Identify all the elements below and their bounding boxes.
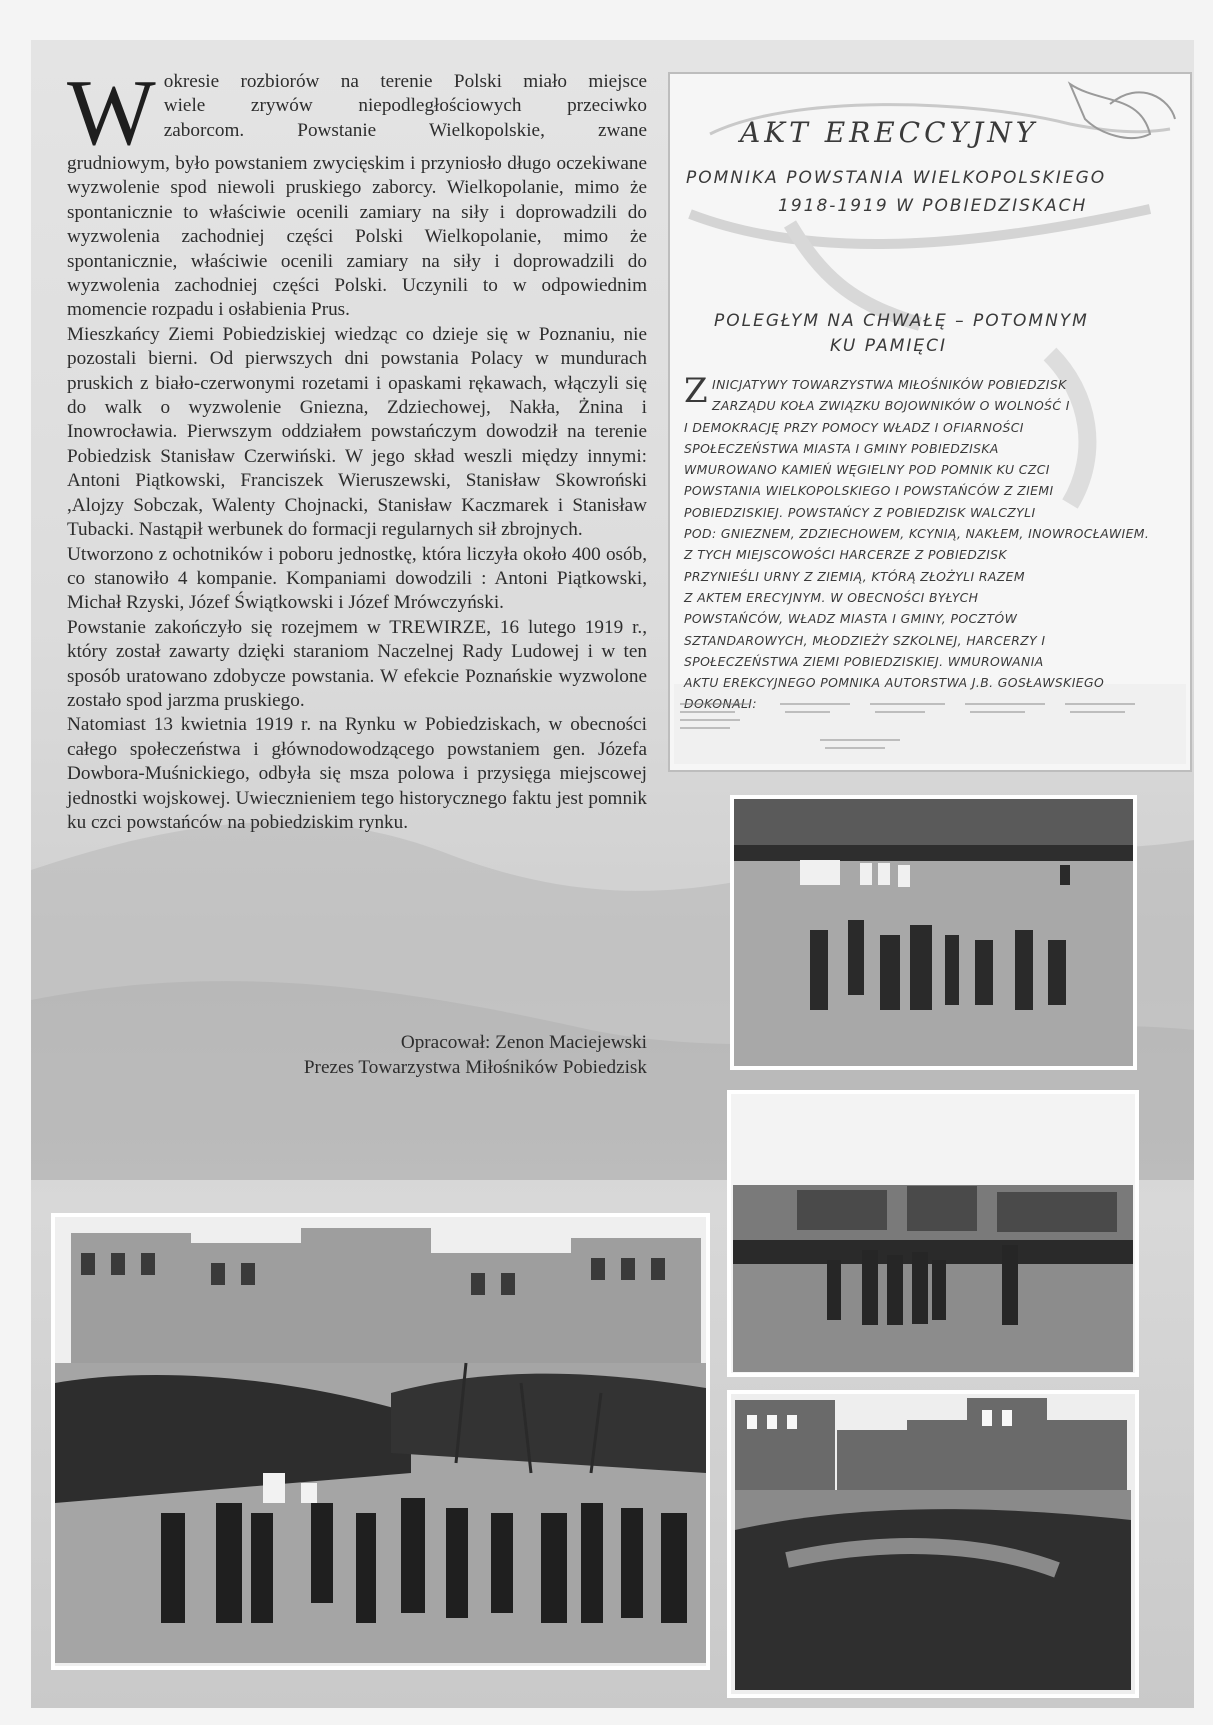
act-line: POD: GNIEZNEM, ZDZIECHOWEM, KCYNIĄ, NAKŁEM, INOWROCŁAWIEM. [684,526,1150,542]
photo-market-square [727,1090,1139,1377]
signature-role: Prezes Towarzystwa Miłośników Pobiedzisk [303,1057,647,1078]
ceremony-image [51,1213,710,1670]
article-text [67,61,647,835]
act-body [684,371,1184,715]
photo-field-mass [730,795,1137,1070]
intro-line-3: zaborcom. Powstanie Wielkopolskie, zwane [163,119,647,141]
act-line: ZARZĄDU KOŁA ZWIĄZKU BOJOWNIKÓW O WOLNOŚĆ I [712,398,1070,414]
act-body-initial: Z [684,371,709,411]
act-line: AKTU EREKCYJNEGO POMNIKA AUTORSTWA J.B. GOSŁAWSKIEGO [684,675,1105,691]
act-subtitle-2: 1918-1919 W POBIEDZISKACH [778,196,1088,216]
paragraph-1: grudniowym, było powstaniem zwycięskim i przyniosło długo oczekiwane wyzwolenie spod niewoli pruskiego zaborcy. Wielkopolanie, mimo że spontanicznie to właściwie ocenili zamiary na siły i doprowadzili do wyzwolenia zachodniej części Polski Wielkopolanie, mimo że spontanicznie, właściwie ocenili zamiary na siły i doprowadzili do wyzwolenia zachodniej części Polski. Uczynili to w odpowiednim momencie rozpadu i osłabienia Prus. [67,153,647,321]
act-line: POWSTAŃCÓW, WŁADZ MIASTA I GMINY, POCZTÓW [684,611,1018,627]
paragraph-2: Mieszkańcy Ziemi Pobiedziskiej wiedząc co dzieje się w Poznaniu, nie pozostali bierni. Od pierwszych dni powstania Polacy w mundurach pruskich z biało-czerwonymi rozetami i opaskami rękawach, włączyli się do walk o wyzwolenie Gniezna, Zdziechowej, Nakła, Żnina i Inowrocławia. Pierwszym oddziałem powstańczym dowodził na terenie Pobiedzisk Stanisław Czerwiński. W jego skład weszli między innymi: Antoni Piątkowski, Franciszek Wieruszewski, Stanisław Skowroński ,Alojzy Sobczak, Walenty Chojnacki, Stanisław Kaczmarek i Stanisław Tubacki. Nastąpił werbunek do formacji regularnych sił zbrojnych. [67,323,647,541]
act-line: INICJATYWY TOWARZYSTWA MIŁOŚNIKÓW POBIEDZISK [712,377,1067,392]
market-square-image [727,1090,1139,1377]
act-line: WMUROWANO KAMIEŃ WĘGIELNY POD POMNIK KU CZCI [684,462,1050,478]
act-document-photo [668,72,1192,772]
act-line: DOKONALI: [684,696,757,712]
photo-crowd [727,1390,1139,1698]
intro-line-2: wiele zrywów niepodległościowych przeciwko [163,95,647,117]
act-line: POWSTANIA WIELKOPOLSKIEGO I POWSTAŃCÓW Z ZIEMI [684,483,1054,499]
act-line: POBIEDZISKIEJ. POWSTAŃCY Z POBIEDZISK WALCZYLI [684,504,1036,520]
paragraph-3: Utworzono z ochotników i poboru jednostkę, która liczyła około 400 osób, co stanowiło 4 kompanie. Kompaniami dowodzili : Antoni Piątkowski, Michał Rzyski, Józef Świątkowski i Józef Mrówczyński. [67,543,647,614]
act-motto-2: KU PAMIĘCI [830,336,948,356]
act-line: SPOŁECZEŃSTWA MIASTA I GMINY POBIEDZISKA [684,440,999,456]
signature-author: Opracował: Zenon Maciejewski [400,1032,647,1053]
act-motto-1: POLEGŁYM NA CHWAŁĘ – POTOMNYM [714,311,1089,331]
crowd-image [727,1390,1139,1698]
field-mass-image [730,795,1137,1070]
act-line: I DEMOKRACJĘ PRZY POMOCY WŁADZ I OFIARNOŚCI [684,419,1024,435]
act-line: SZTANDAROWYCH, MŁODZIEŻY SZKOLNEJ, HARCERZY I [684,632,1046,648]
act-line: PRZYNIEŚLI URNY Z ZIEMIĄ, KTÓRĄ ZŁOŻYLI RAZEM [684,568,1025,584]
act-title: AKT ERECCYJNY [740,116,1039,149]
intro-line-1: okresie rozbiorów na terenie Polski miało miejsce [163,71,647,92]
act-line: SPOŁECZEŃSTWA ZIEMI POBIEDZISKIEJ. WMUROWANIA [684,653,1044,669]
drop-cap: W [67,61,156,165]
photo-ceremony [51,1213,710,1670]
act-subtitle-1: POMNIKA POWSTANIA WIELKOPOLSKIEGO [686,168,1107,188]
act-signatures [670,694,1180,754]
author-signature [200,1030,647,1080]
act-line: Z TYCH MIEJSCOWOŚCI HARCERZE Z POBIEDZISK [684,547,1007,563]
act-line: Z AKTEM ERECYJNYM. W OBECNOŚCI BYŁYCH [684,589,979,605]
paragraph-4: Powstanie zakończyło się rozejmem w TREWIRZE, 16 lutego 1919 r., który został zawarty dzięki staraniom Naczelnej Rady Ludowej i w ten sposób uratowano zdobycze powstania. W efekcie Poznańskie wyzwolone zostało spod jarzma pruskiego. [67,616,647,711]
paragraph-5: Natomiast 13 kwietnia 1919 r. na Rynku w Pobiedziskach, w obecności całego społeczeństwa i głównodowodzącego powstaniem gen. Józefa Dowbora-Muśnickiego, odbyła się msza polowa i przysięga miejscowej jednostki wojskowej. Uwiecznieniem tego historycznego faktu jest pomnik ku czci powstańców na pobiedziskim rynku. [67,714,647,833]
